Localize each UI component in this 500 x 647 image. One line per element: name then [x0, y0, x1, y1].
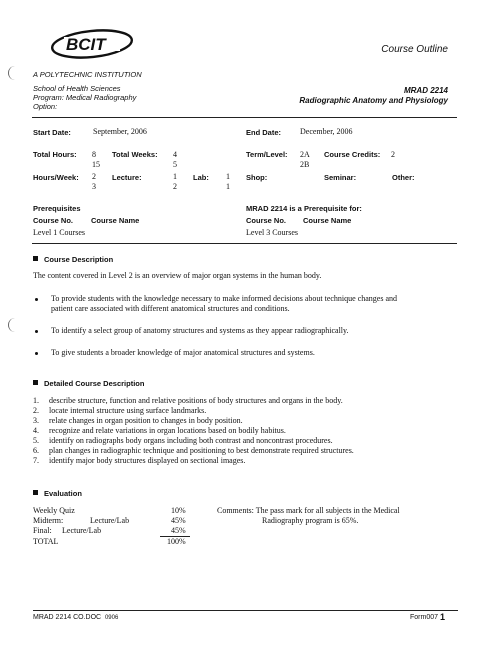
- course-description-title: Course Description: [44, 255, 114, 264]
- prereq-for-course-name-label: Course Name: [303, 216, 352, 225]
- bullet-text: patient care associated with different anatomical structures and conditions.: [51, 304, 290, 313]
- page-number: 1: [440, 612, 446, 622]
- total-hours-label: Total Hours:: [33, 150, 77, 159]
- hours-week-value: 3: [92, 182, 96, 191]
- bullet-dot-icon: [35, 352, 38, 355]
- program-name: Program: Medical Radiography: [33, 93, 137, 102]
- evaluation-comments: Comments: The pass mark for all subjects in the Medical: [217, 506, 400, 515]
- tagline: A POLYTECHNIC INSTITUTION: [33, 70, 142, 79]
- section-bullet-icon: [33, 256, 38, 261]
- hours-week-label: Hours/Week:: [33, 173, 79, 182]
- binding-mark-bottom: [8, 318, 17, 332]
- course-code: MRAD 2214: [403, 86, 448, 95]
- evaluation-pct: 45%: [171, 526, 186, 535]
- prereq-value: Level 1 Courses: [33, 228, 85, 237]
- document-type: Course Outline: [381, 44, 448, 55]
- section-bullet-icon: [33, 490, 38, 495]
- detailed-description-heading: [33, 379, 144, 388]
- evaluation-title: Evaluation: [44, 489, 82, 498]
- lecture-value: 2: [173, 182, 177, 191]
- footer-form: Form007: [410, 614, 439, 621]
- evaluation-comments: Radiography program is 65%.: [262, 516, 359, 525]
- end-date-value: December, 2006: [300, 127, 353, 136]
- course-credits-value: 2: [391, 150, 395, 159]
- total-hours-value: 15: [92, 160, 100, 169]
- hours-week-value: 2: [92, 172, 96, 181]
- total-weeks-label: Total Weeks:: [112, 150, 158, 159]
- prerequisite-for-heading: MRAD 2214 is a Prerequisite for:: [246, 204, 362, 213]
- seminar-label: Seminar:: [324, 173, 357, 182]
- course-title: Radiographic Anatomy and Physiology: [299, 96, 448, 105]
- evaluation-row-label: Midterm:: [33, 516, 64, 525]
- prereq-course-name-label: Course Name: [91, 216, 140, 225]
- bullet-text: To provide students with the knowledge necessary to make informed decisions about technique changes and: [51, 294, 398, 303]
- lab-value: 1: [226, 182, 230, 191]
- shop-label: Shop:: [246, 173, 268, 182]
- bcit-logo: [40, 26, 140, 66]
- list-item: 1. describe structure, function and relative positions of body structures and organs in the body.: [33, 396, 343, 405]
- course-description-heading: [33, 255, 113, 264]
- evaluation-row-label: Final:: [33, 526, 52, 535]
- list-item: 6. plan changes in radiographic technique and positioning to best demonstrate required structures.: [33, 446, 354, 455]
- footer-file: MRAD 2214 CO.DOC 0906: [33, 614, 119, 621]
- total-hours-value: 8: [92, 150, 96, 159]
- prereq-for-value: Level 3 Courses: [246, 228, 298, 237]
- list-item: 4. recognize and relate variations in organ locations based on bodily habitus.: [33, 426, 286, 435]
- prereq-course-no-label: Course No.: [33, 216, 74, 225]
- term-level-value: 2B: [300, 160, 310, 169]
- evaluation-row-sub: Lecture/Lab: [62, 526, 102, 535]
- prerequisites-heading: Prerequisites: [33, 204, 81, 213]
- evaluation-row: Weekly Quiz: [33, 506, 75, 515]
- lab-value: 1: [226, 172, 230, 181]
- lecture-label: Lecture:: [112, 173, 142, 182]
- bullet-dot-icon: [35, 330, 38, 333]
- evaluation-pct: 45%: [171, 516, 186, 525]
- list-item: 7. identify major body structures displayed on sectional images.: [33, 456, 246, 465]
- other-label: Other:: [392, 173, 415, 182]
- bullet-dot-icon: [35, 298, 38, 301]
- bullet-text: To give students a broader knowledge of major anatomical structures and systems.: [51, 348, 315, 357]
- start-date-value: September, 2006: [93, 127, 147, 136]
- lab-label: Lab:: [193, 173, 209, 182]
- list-item: 5. identify on radiographs body organs including both contrast and noncontrast procedures.: [33, 436, 333, 445]
- start-date-label: Start Date:: [33, 128, 71, 137]
- binding-mark-top: [8, 66, 17, 80]
- course-description-intro: The content covered in Level 2 is an overview of major organ systems in the human body.: [33, 271, 322, 280]
- option-label: Option:: [33, 102, 58, 111]
- prereq-divider: [32, 243, 457, 244]
- evaluation-heading: [33, 489, 82, 498]
- school-name: School of Health Sciences: [33, 84, 121, 93]
- section-bullet-icon: [33, 380, 38, 385]
- list-item: 2. locate internal structure using surface landmarks.: [33, 406, 207, 415]
- bullet-text: To identify a select group of anatomy structures and systems as they appear radiographically.: [51, 326, 349, 335]
- prereq-for-course-no-label: Course No.: [246, 216, 287, 225]
- header-divider: [32, 117, 457, 118]
- evaluation-row-sub: Lecture/Lab: [90, 516, 130, 525]
- evaluation-pct: 10%: [171, 506, 186, 515]
- evaluation-total-label: TOTAL: [33, 537, 59, 546]
- svg-text:BCIT: BCIT: [66, 35, 106, 54]
- term-level-value: 2A: [300, 150, 310, 159]
- lecture-value: 1: [173, 172, 177, 181]
- total-weeks-value: 4: [173, 150, 177, 159]
- footer-rule: [33, 610, 458, 611]
- course-credits-label: Course Credits:: [324, 150, 381, 159]
- evaluation-total-pct: 100%: [167, 537, 186, 546]
- total-weeks-value: 5: [173, 160, 177, 169]
- end-date-label: End Date:: [246, 128, 282, 137]
- detailed-description-title: Detailed Course Description: [44, 379, 145, 388]
- term-level-label: Term/Level:: [246, 150, 288, 159]
- list-item: 3. relate changes in organ position to changes in body position.: [33, 416, 243, 425]
